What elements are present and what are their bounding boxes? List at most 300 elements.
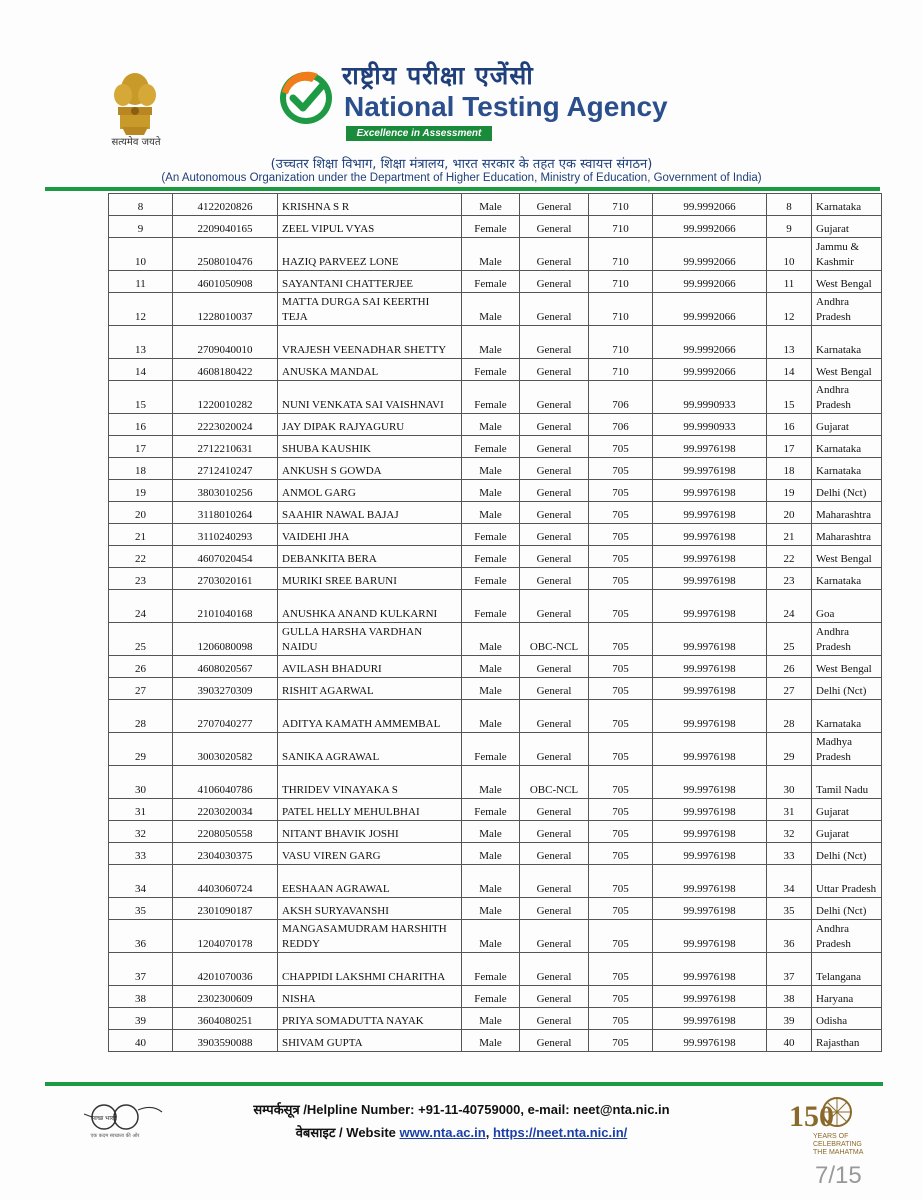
- rank-cell: 13: [109, 326, 173, 359]
- table-row: [109, 293, 882, 326]
- table-row: [109, 590, 882, 623]
- roll-number-cell: 2712210631: [173, 436, 278, 458]
- score-cell: 710: [589, 293, 653, 326]
- rank-cell: 11: [109, 271, 173, 293]
- category-rank-cell: 34: [767, 865, 812, 898]
- table-row: [109, 865, 882, 898]
- score-cell: 705: [589, 986, 653, 1008]
- percentile-cell: 99.9976198: [653, 656, 767, 678]
- percentile-cell: 99.9992066: [653, 271, 767, 293]
- gandhi-150-number: 150: [789, 1100, 834, 1133]
- rank-cell: 9: [109, 216, 173, 238]
- table-row: [109, 326, 882, 359]
- category-cell: General: [520, 898, 589, 920]
- gender-cell: Male: [462, 238, 520, 271]
- roll-number-cell: 3604080251: [173, 1008, 278, 1030]
- percentile-cell: 99.9976198: [653, 953, 767, 986]
- gender-cell: Female: [462, 436, 520, 458]
- score-cell: 705: [589, 733, 653, 766]
- website-label: वेबसाइट / Website: [295, 1125, 400, 1140]
- gender-cell: Female: [462, 590, 520, 623]
- category-rank-cell: 39: [767, 1008, 812, 1030]
- score-cell: 705: [589, 766, 653, 799]
- score-cell: 710: [589, 194, 653, 216]
- table-row: [109, 271, 882, 293]
- rank-cell: 14: [109, 359, 173, 381]
- roll-number-cell: 3903590088: [173, 1030, 278, 1052]
- candidate-name-cell: PRIYA SOMADUTTA NAYAK: [278, 1008, 462, 1030]
- percentile-cell: 99.9976198: [653, 678, 767, 700]
- score-cell: 705: [589, 656, 653, 678]
- gender-cell: Male: [462, 843, 520, 865]
- rank-cell: 18: [109, 458, 173, 480]
- gender-cell: Female: [462, 986, 520, 1008]
- gender-cell: Female: [462, 216, 520, 238]
- category-rank-cell: 30: [767, 766, 812, 799]
- roll-number-cell: 2712410247: [173, 458, 278, 480]
- category-rank-cell: 28: [767, 700, 812, 733]
- state-cell: Odisha: [812, 1008, 882, 1030]
- score-cell: 710: [589, 216, 653, 238]
- rank-cell: 40: [109, 1030, 173, 1052]
- roll-number-cell: 3003020582: [173, 733, 278, 766]
- candidate-name-cell: GULLA HARSHA VARDHAN NAIDU: [278, 623, 462, 656]
- rank-cell: 34: [109, 865, 173, 898]
- candidate-name-cell: VASU VIREN GARG: [278, 843, 462, 865]
- category-rank-cell: 10: [767, 238, 812, 271]
- emblem-caption: सत्यमेव जयते: [111, 137, 161, 148]
- percentile-cell: 99.9992066: [653, 194, 767, 216]
- category-rank-cell: 38: [767, 986, 812, 1008]
- roll-number-cell: 2703020161: [173, 568, 278, 590]
- gender-cell: Male: [462, 700, 520, 733]
- table-row: [109, 953, 882, 986]
- category-rank-cell: 14: [767, 359, 812, 381]
- org-description-english: (An Autonomous Organization under the Department of Higher Education, Ministry of Education, Government of India): [161, 172, 762, 184]
- rank-cell: 37: [109, 953, 173, 986]
- gender-cell: Female: [462, 953, 520, 986]
- state-cell: West Bengal: [812, 271, 882, 293]
- table-row: [109, 678, 882, 700]
- website-link-neet[interactable]: https://neet.nta.nic.in/: [492, 1125, 628, 1140]
- state-cell: West Bengal: [812, 656, 882, 678]
- category-rank-cell: 27: [767, 678, 812, 700]
- score-cell: 705: [589, 568, 653, 590]
- percentile-cell: 99.9976198: [653, 458, 767, 480]
- rank-cell: 33: [109, 843, 173, 865]
- category-rank-cell: 15: [767, 381, 812, 414]
- table-row: [109, 623, 882, 656]
- rank-cell: 22: [109, 546, 173, 568]
- category-cell: General: [520, 733, 589, 766]
- category-cell: General: [520, 920, 589, 953]
- candidate-name-cell: SANIKA AGRAWAL: [278, 733, 462, 766]
- table-row: [109, 546, 882, 568]
- state-cell: Telangana: [812, 953, 882, 986]
- score-cell: 705: [589, 458, 653, 480]
- state-cell: Gujarat: [812, 414, 882, 436]
- state-cell: Karnataka: [812, 326, 882, 359]
- candidate-name-cell: SHUBA KAUSHIK: [278, 436, 462, 458]
- gender-cell: Male: [462, 480, 520, 502]
- category-cell: General: [520, 238, 589, 271]
- roll-number-cell: 1228010037: [173, 293, 278, 326]
- category-cell: OBC-NCL: [520, 766, 589, 799]
- gender-cell: Male: [462, 623, 520, 656]
- state-cell: Delhi (Nct): [812, 480, 882, 502]
- candidate-name-cell: ZEEL VIPUL VYAS: [278, 216, 462, 238]
- percentile-cell: 99.9990933: [653, 381, 767, 414]
- table-row: [109, 1030, 882, 1052]
- percentile-cell: 99.9976198: [653, 733, 767, 766]
- score-cell: 705: [589, 480, 653, 502]
- category-rank-cell: 25: [767, 623, 812, 656]
- state-cell: Gujarat: [812, 821, 882, 843]
- category-cell: General: [520, 194, 589, 216]
- roll-number-cell: 4601050908: [173, 271, 278, 293]
- gender-cell: Male: [462, 326, 520, 359]
- category-rank-cell: 20: [767, 502, 812, 524]
- candidate-name-cell: EESHAAN AGRAWAL: [278, 865, 462, 898]
- score-cell: 705: [589, 590, 653, 623]
- state-cell: Karnataka: [812, 436, 882, 458]
- gender-cell: Male: [462, 865, 520, 898]
- state-cell: West Bengal: [812, 546, 882, 568]
- score-cell: 705: [589, 1030, 653, 1052]
- page-indicator: 7/15: [815, 1162, 862, 1189]
- score-cell: 706: [589, 414, 653, 436]
- candidate-name-cell: AKSH SURYAVANSHI: [278, 898, 462, 920]
- rank-cell: 19: [109, 480, 173, 502]
- percentile-cell: 99.9992066: [653, 359, 767, 381]
- gender-cell: Male: [462, 1030, 520, 1052]
- percentile-cell: 99.9976198: [653, 568, 767, 590]
- category-cell: General: [520, 414, 589, 436]
- roll-number-cell: 2223020024: [173, 414, 278, 436]
- results-table: [108, 193, 882, 1052]
- state-cell: Tamil Nadu: [812, 766, 882, 799]
- category-rank-cell: 24: [767, 590, 812, 623]
- category-cell: General: [520, 568, 589, 590]
- gender-cell: Female: [462, 546, 520, 568]
- state-cell: Goa: [812, 590, 882, 623]
- state-cell: Uttar Pradesh: [812, 865, 882, 898]
- score-cell: 705: [589, 546, 653, 568]
- table-row: [109, 502, 882, 524]
- candidate-name-cell: SAYANTANI CHATTERJEE: [278, 271, 462, 293]
- state-cell: Karnataka: [812, 194, 882, 216]
- rank-cell: 16: [109, 414, 173, 436]
- category-rank-cell: 29: [767, 733, 812, 766]
- roll-number-cell: 2304030375: [173, 843, 278, 865]
- score-cell: 706: [589, 381, 653, 414]
- roll-number-cell: 4201070036: [173, 953, 278, 986]
- category-cell: General: [520, 590, 589, 623]
- rank-cell: 29: [109, 733, 173, 766]
- nta-logo-icon: [278, 70, 334, 126]
- candidate-name-cell: NITANT BHAVIK JOSHI: [278, 821, 462, 843]
- percentile-cell: 99.9976198: [653, 1008, 767, 1030]
- rank-cell: 36: [109, 920, 173, 953]
- website-link-nta[interactable]: www.nta.ac.in: [399, 1125, 486, 1140]
- table-row: [109, 238, 882, 271]
- category-cell: General: [520, 293, 589, 326]
- rank-cell: 39: [109, 1008, 173, 1030]
- helpline-text: सम्पर्कसूत्र /Helpline Number: +91-11-40759000, e-mail: neet@nta.nic.in: [253, 1102, 670, 1117]
- gender-cell: Male: [462, 293, 520, 326]
- table-row: [109, 524, 882, 546]
- category-cell: General: [520, 271, 589, 293]
- agency-name-hindi: राष्ट्रीय परीक्षा एजेंसी: [342, 61, 534, 90]
- candidate-name-cell: NISHA: [278, 986, 462, 1008]
- percentile-cell: 99.9976198: [653, 546, 767, 568]
- category-rank-cell: 9: [767, 216, 812, 238]
- roll-number-cell: 3110240293: [173, 524, 278, 546]
- candidate-name-cell: ADITYA KAMATH AMMEMBAL: [278, 700, 462, 733]
- rank-cell: 26: [109, 656, 173, 678]
- candidate-name-cell: THRIDEV VINAYAKA S: [278, 766, 462, 799]
- category-rank-cell: 23: [767, 568, 812, 590]
- candidate-name-cell: ANUSKA MANDAL: [278, 359, 462, 381]
- category-cell: General: [520, 700, 589, 733]
- gender-cell: Male: [462, 414, 520, 436]
- category-cell: General: [520, 381, 589, 414]
- score-cell: 705: [589, 700, 653, 733]
- state-cell: Delhi (Nct): [812, 843, 882, 865]
- table-row: [109, 568, 882, 590]
- candidate-name-cell: NUNI VENKATA SAI VAISHNAVI: [278, 381, 462, 414]
- category-cell: General: [520, 1030, 589, 1052]
- rank-cell: 17: [109, 436, 173, 458]
- rank-cell: 15: [109, 381, 173, 414]
- agency-name-english: National Testing Agency: [344, 91, 668, 122]
- percentile-cell: 99.9976198: [653, 502, 767, 524]
- category-cell: General: [520, 678, 589, 700]
- state-cell: Karnataka: [812, 458, 882, 480]
- gender-cell: Female: [462, 799, 520, 821]
- score-cell: 705: [589, 920, 653, 953]
- gandhi-text-line-3: THE MAHATMA: [813, 1149, 864, 1156]
- score-cell: 705: [589, 436, 653, 458]
- table-row: [109, 414, 882, 436]
- percentile-cell: 99.9976198: [653, 865, 767, 898]
- category-cell: General: [520, 821, 589, 843]
- roll-number-cell: 1220010282: [173, 381, 278, 414]
- candidate-name-cell: MATTA DURGA SAI KEERTHI TEJA: [278, 293, 462, 326]
- score-cell: 705: [589, 898, 653, 920]
- category-cell: General: [520, 865, 589, 898]
- roll-number-cell: 3903270309: [173, 678, 278, 700]
- category-cell: General: [520, 502, 589, 524]
- footer-divider: [45, 1082, 883, 1086]
- gender-cell: Male: [462, 920, 520, 953]
- candidate-name-cell: KRISHNA S R: [278, 194, 462, 216]
- gender-cell: Female: [462, 733, 520, 766]
- agency-tagline: Excellence in Assessment: [346, 126, 492, 141]
- percentile-cell: 99.9976198: [653, 821, 767, 843]
- rank-cell: 23: [109, 568, 173, 590]
- roll-number-cell: 2301090187: [173, 898, 278, 920]
- candidate-name-cell: AVILASH BHADURI: [278, 656, 462, 678]
- roll-number-cell: 2302300609: [173, 986, 278, 1008]
- roll-number-cell: 3118010264: [173, 502, 278, 524]
- state-cell: Karnataka: [812, 568, 882, 590]
- roll-number-cell: 4608020567: [173, 656, 278, 678]
- category-cell: General: [520, 1008, 589, 1030]
- roll-number-cell: 2101040168: [173, 590, 278, 623]
- category-cell: General: [520, 843, 589, 865]
- roll-number-cell: 4607020454: [173, 546, 278, 568]
- percentile-cell: 99.9992066: [653, 326, 767, 359]
- category-cell: General: [520, 799, 589, 821]
- gandhi-text-line-1: YEARS OF: [813, 1133, 849, 1140]
- category-cell: General: [520, 359, 589, 381]
- results-table-body: [109, 194, 882, 1052]
- category-rank-cell: 11: [767, 271, 812, 293]
- category-rank-cell: 26: [767, 656, 812, 678]
- state-cell: Delhi (Nct): [812, 898, 882, 920]
- percentile-cell: 99.9976198: [653, 480, 767, 502]
- candidate-name-cell: CHAPPIDI LAKSHMI CHARITHA: [278, 953, 462, 986]
- candidate-name-cell: VRAJESH VEENADHAR SHETTY: [278, 326, 462, 359]
- gender-cell: Male: [462, 502, 520, 524]
- percentile-cell: 99.9976198: [653, 766, 767, 799]
- category-rank-cell: 13: [767, 326, 812, 359]
- state-cell: Gujarat: [812, 216, 882, 238]
- percentile-cell: 99.9976198: [653, 898, 767, 920]
- state-cell: West Bengal: [812, 359, 882, 381]
- rank-cell: 25: [109, 623, 173, 656]
- table-row: [109, 898, 882, 920]
- percentile-cell: 99.9976198: [653, 799, 767, 821]
- state-cell: Maharashtra: [812, 502, 882, 524]
- gender-cell: Male: [462, 458, 520, 480]
- candidate-name-cell: ANMOL GARG: [278, 480, 462, 502]
- category-rank-cell: 12: [767, 293, 812, 326]
- state-cell: Andhra Pradesh: [812, 381, 882, 414]
- state-cell: Karnataka: [812, 700, 882, 733]
- score-cell: 705: [589, 502, 653, 524]
- candidate-name-cell: ANUSHKA ANAND KULKARNI: [278, 590, 462, 623]
- table-row: [109, 359, 882, 381]
- category-cell: General: [520, 524, 589, 546]
- rank-cell: 27: [109, 678, 173, 700]
- roll-number-cell: 1206080098: [173, 623, 278, 656]
- candidate-name-cell: PATEL HELLY MEHULBHAI: [278, 799, 462, 821]
- percentile-cell: 99.9992066: [653, 216, 767, 238]
- percentile-cell: 99.9976198: [653, 1030, 767, 1052]
- rank-cell: 31: [109, 799, 173, 821]
- roll-number-cell: 2709040010: [173, 326, 278, 359]
- score-cell: 710: [589, 238, 653, 271]
- roll-number-cell: 4403060724: [173, 865, 278, 898]
- state-cell: Rajasthan: [812, 1030, 882, 1052]
- state-cell: Jammu & Kashmir: [812, 238, 882, 271]
- category-rank-cell: 19: [767, 480, 812, 502]
- gender-cell: Female: [462, 381, 520, 414]
- swachh-subcaption: एक कदम स्वच्छता की ओर: [90, 1133, 140, 1139]
- state-cell: Haryana: [812, 986, 882, 1008]
- roll-number-cell: 4608180422: [173, 359, 278, 381]
- state-cell: Delhi (Nct): [812, 678, 882, 700]
- category-rank-cell: 22: [767, 546, 812, 568]
- gandhi-text-line-2: CELEBRATING: [813, 1141, 862, 1148]
- score-cell: 705: [589, 799, 653, 821]
- rank-cell: 30: [109, 766, 173, 799]
- score-cell: 705: [589, 678, 653, 700]
- candidate-name-cell: MANGASAMUDRAM HARSHITH REDDY: [278, 920, 462, 953]
- rank-cell: 24: [109, 590, 173, 623]
- header-divider: [45, 187, 880, 191]
- category-rank-cell: 16: [767, 414, 812, 436]
- category-cell: General: [520, 986, 589, 1008]
- rank-cell: 8: [109, 194, 173, 216]
- table-row: [109, 821, 882, 843]
- percentile-cell: 99.9992066: [653, 293, 767, 326]
- category-rank-cell: 31: [767, 799, 812, 821]
- candidate-name-cell: DEBANKITA BERA: [278, 546, 462, 568]
- roll-number-cell: 3803010256: [173, 480, 278, 502]
- category-rank-cell: 32: [767, 821, 812, 843]
- roll-number-cell: 1204070178: [173, 920, 278, 953]
- score-cell: 705: [589, 623, 653, 656]
- gender-cell: Female: [462, 359, 520, 381]
- percentile-cell: 99.9976198: [653, 986, 767, 1008]
- rank-cell: 12: [109, 293, 173, 326]
- category-cell: General: [520, 436, 589, 458]
- score-cell: 710: [589, 326, 653, 359]
- gender-cell: Male: [462, 898, 520, 920]
- table-row: [109, 920, 882, 953]
- score-cell: 710: [589, 271, 653, 293]
- percentile-cell: 99.9976198: [653, 700, 767, 733]
- candidate-name-cell: SHIVAM GUPTA: [278, 1030, 462, 1052]
- state-cell: Andhra Pradesh: [812, 920, 882, 953]
- category-cell: General: [520, 656, 589, 678]
- rank-cell: 28: [109, 700, 173, 733]
- gender-cell: Male: [462, 766, 520, 799]
- category-rank-cell: 21: [767, 524, 812, 546]
- candidate-name-cell: RISHIT AGARWAL: [278, 678, 462, 700]
- table-row: [109, 381, 882, 414]
- rank-cell: 21: [109, 524, 173, 546]
- gender-cell: Male: [462, 194, 520, 216]
- table-row: [109, 766, 882, 799]
- roll-number-cell: 4106040786: [173, 766, 278, 799]
- table-row: [109, 194, 882, 216]
- swachh-caption-left: स्वच्छ भारत: [91, 1115, 117, 1122]
- candidate-name-cell: ANKUSH S GOWDA: [278, 458, 462, 480]
- candidate-name-cell: JAY DIPAK RAJYAGURU: [278, 414, 462, 436]
- candidate-name-cell: SAAHIR NAWAL BAJAJ: [278, 502, 462, 524]
- percentile-cell: 99.9976198: [653, 623, 767, 656]
- score-cell: 705: [589, 865, 653, 898]
- category-rank-cell: 37: [767, 953, 812, 986]
- category-rank-cell: 33: [767, 843, 812, 865]
- table-row: [109, 700, 882, 733]
- gender-cell: Female: [462, 568, 520, 590]
- state-cell: Gujarat: [812, 799, 882, 821]
- gender-cell: Male: [462, 1008, 520, 1030]
- percentile-cell: 99.9990933: [653, 414, 767, 436]
- category-cell: General: [520, 480, 589, 502]
- state-cell: Maharashtra: [812, 524, 882, 546]
- percentile-cell: 99.9976198: [653, 920, 767, 953]
- category-cell: General: [520, 458, 589, 480]
- gender-cell: Male: [462, 821, 520, 843]
- gender-cell: Female: [462, 524, 520, 546]
- state-cell: Madhya Pradesh: [812, 733, 882, 766]
